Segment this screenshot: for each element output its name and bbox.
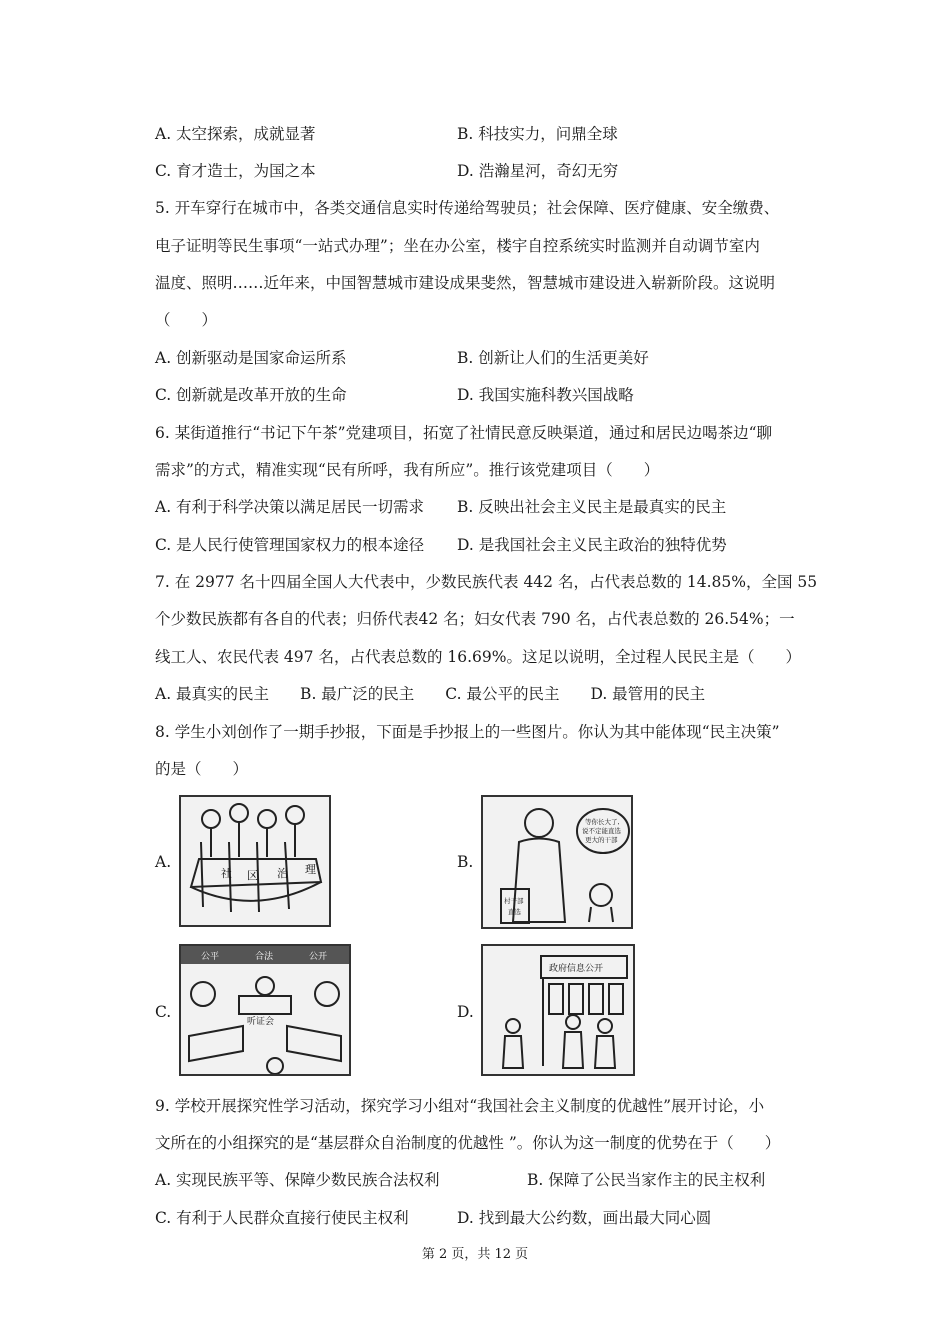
q5-option-d: D. 我国实施科教兴国战略 xyxy=(457,386,634,404)
q8-label-b: B. xyxy=(457,853,474,871)
q7-options: A. 最真实的民主 B. 最广泛的民主 C. 最公平的民主 D. 最管用的民主 xyxy=(155,685,706,703)
q5-stem-line-3: 温度、照明……近年来，中国智慧城市建设成果斐然，智慧城市建设进入崭新阶段。这说明 xyxy=(155,274,776,292)
q5-option-c: C. 创新就是改革开放的生命 xyxy=(155,386,347,404)
box-line-1: 村干部 xyxy=(504,897,524,905)
q6-option-b: B. 反映出社会主义民主是最真实的民主 xyxy=(457,498,727,516)
bubble-line-1: 等你长大了, xyxy=(585,818,620,826)
q6-option-d: D. 是我国社会主义民主政治的独特优势 xyxy=(457,536,727,554)
q4-option-c: C. 育才造士，为国之本 xyxy=(155,162,316,180)
q8-stem-line-2: 的是（ ） xyxy=(155,760,249,778)
info-disclosure-illustration xyxy=(483,946,633,1074)
q6-stem-line-2: 需求”的方式，精准实现“民有所呼，我有所应”。推行该党建项目（ ） xyxy=(155,461,660,479)
q8-picture-d xyxy=(481,944,635,1076)
banner-text-3: 公开 xyxy=(309,952,328,962)
q4-option-d: D. 浩瀚星河，奇幻无穷 xyxy=(457,162,619,180)
q6-option-c: C. 是人民行使管理国家权力的根本途径 xyxy=(155,536,425,554)
q7-stem-line-3: 线工人、农民代表 497 名，占代表总数的 16.69%。这足以说明，全过程人民民主是（ ） xyxy=(155,648,801,666)
hearing-illustration xyxy=(181,946,349,1074)
q9-stem-line-2: 文所在的小组探究的是“基层群众自治制度的优越性 ”。你认为这一制度的优势在于（ ） xyxy=(155,1134,781,1152)
q6-stem-line-1: 6. 某街道推行“书记下午茶”党建项目，拓宽了社情民意反映渠道，通过和居民边喝茶边“聊 xyxy=(155,424,772,442)
boat-text-4: 理 xyxy=(305,863,316,876)
q8-label-c: C. xyxy=(155,1003,172,1021)
box-line-2: 直选 xyxy=(508,908,521,916)
q5-stem-line-1: 5. 开车穿行在城市中，各类交通信息实时传递给驾驶员；社会保障、医疗健康、安全缴费、 xyxy=(155,199,780,217)
q8-picture-a xyxy=(179,795,331,927)
q9-option-d: D. 找到最大公约数，画出最大同心圆 xyxy=(457,1209,712,1227)
q9-option-a: A. 实现民族平等、保障少数民族合法权利 xyxy=(155,1171,440,1189)
q8-stem-line-1: 8. 学生小刘创作了一期手抄报，下面是手抄报上的一些图片。你认为其中能体现“民主决策” xyxy=(155,723,780,741)
q7-stem-line-2: 个少数民族都有各自的代表；归侨代表42 名；妇女代表 790 名，占代表总数的 26.54%；一 xyxy=(155,610,795,628)
q8-picture-c xyxy=(179,944,351,1076)
q8-label-a: A. xyxy=(155,853,172,871)
q6-option-a: A. 有利于科学决策以满足居民一切需求 xyxy=(155,498,425,516)
q5-stem-line-2: 电子证明等民生事项“一站式办理”；坐在办公室，楼宇自控系统实时监测并自动调节室内 xyxy=(155,237,760,255)
boat-text-3: 治 xyxy=(277,867,288,880)
banner-text-2: 合法 xyxy=(255,952,274,962)
board-label: 政府信息公开 xyxy=(549,964,604,974)
boat-text-1: 社 xyxy=(221,867,232,880)
bubble-line-3: 更大的干部 xyxy=(585,836,618,844)
q8-label-d: D. xyxy=(457,1003,474,1021)
banner-text-1: 公平 xyxy=(201,952,220,962)
grandpa-child-illustration xyxy=(483,797,631,927)
bubble-line-2: 说不定能直选 xyxy=(582,827,621,835)
q9-stem-line-1: 9. 学校开展探究性学习活动，探究学习小组对“我国社会主义制度的优越性”展开讨论，小 xyxy=(155,1097,765,1115)
q5-option-b: B. 创新让人们的生活更美好 xyxy=(457,349,649,367)
table-label: 听证会 xyxy=(247,1017,275,1027)
boat-text-2: 区 xyxy=(247,869,258,882)
q5-option-a: A. 创新驱动是国家命运所系 xyxy=(155,349,347,367)
q4-option-a: A. 太空探索，成就显著 xyxy=(155,125,316,143)
rowing-boat-illustration xyxy=(181,797,329,925)
q7-stem-line-1: 7. 在 2977 名十四届全国人大代表中，少数民族代表 442 名，占代表总数的 14.85%，全国 55 xyxy=(155,573,818,591)
q5-stem-line-4: （ ） xyxy=(155,311,218,329)
q9-option-b: B. 保障了公民当家作主的民主权利 xyxy=(527,1171,766,1189)
q9-option-c: C. 有利于人民群众直接行使民主权利 xyxy=(155,1209,409,1227)
page-footer: 第 2 页，共 12 页 xyxy=(421,1247,529,1262)
q8-picture-b xyxy=(481,795,633,929)
q4-option-b: B. 科技实力，问鼎全球 xyxy=(457,125,618,143)
